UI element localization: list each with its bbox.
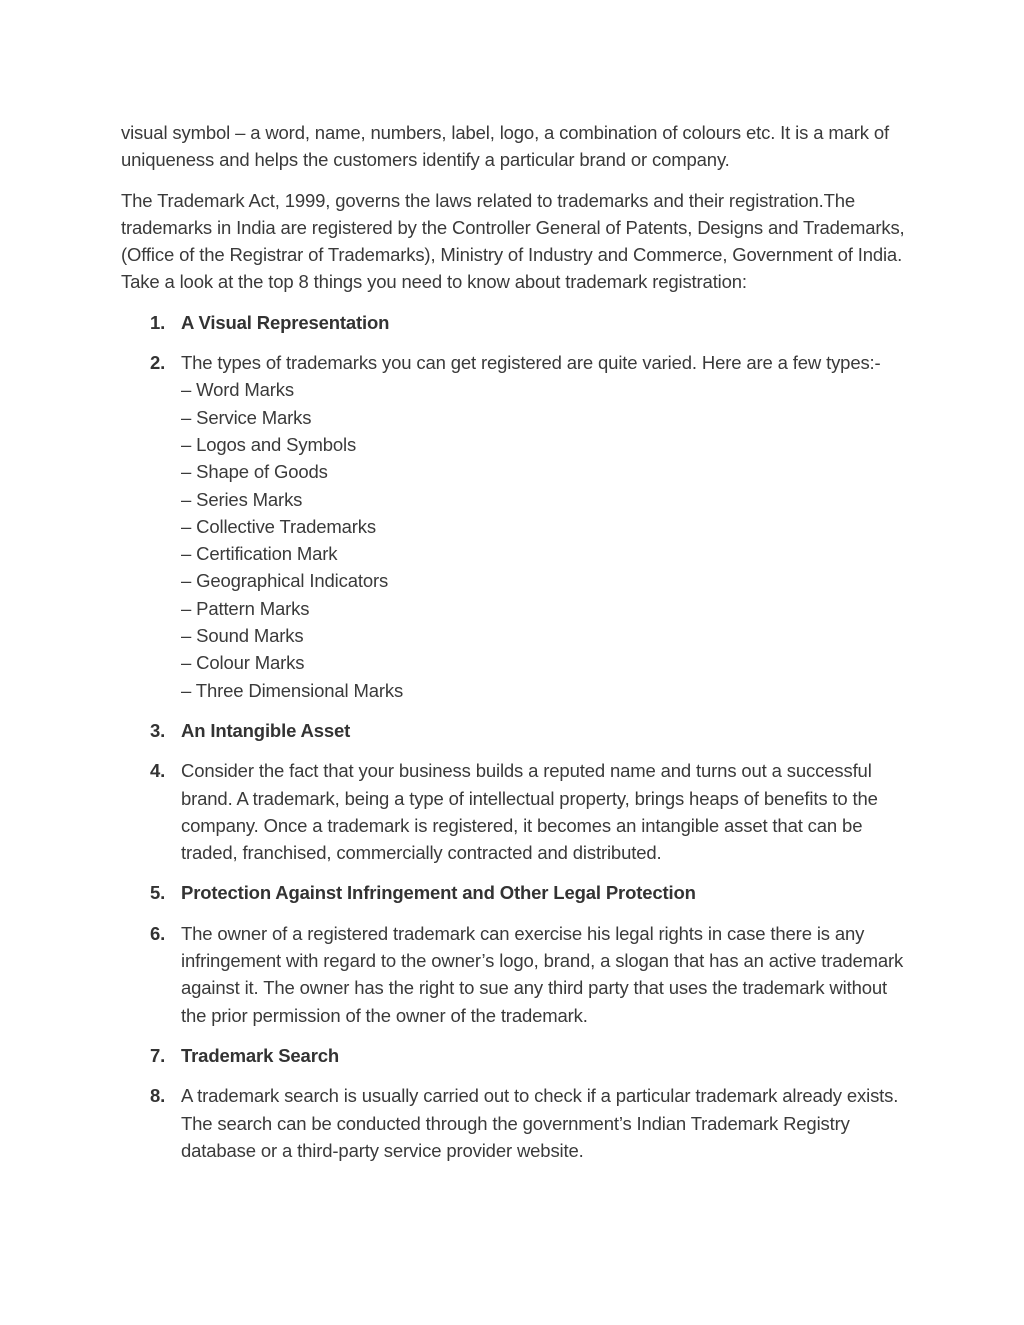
trademark-type: – Colour Marks bbox=[181, 652, 305, 674]
trademark-type: – Certification Mark bbox=[181, 543, 338, 565]
list-item bbox=[121, 1082, 911, 1164]
list-number: 8. bbox=[150, 1085, 166, 1107]
trademark-type: – Logos and Symbols bbox=[181, 433, 357, 455]
list-text: The owner of a registered trademark can exercise his legal rights in case there is any infringement with regard to the owner’s logo, brand, a slogan that has an active trademark against it. The owner has the right to sue any third party that uses the trademark without the prior permission of the owner of the trademark. bbox=[181, 922, 904, 1026]
list-heading: Protection Against Infringement and Other Legal Protection bbox=[181, 882, 696, 904]
document-page bbox=[121, 119, 911, 1177]
trademark-type: – Pattern Marks bbox=[181, 597, 310, 619]
list-item bbox=[121, 717, 911, 744]
trademark-type: – Service Marks bbox=[181, 406, 312, 428]
intro-paragraph: visual symbol – a word, name, numbers, label, logo, a combination of colours etc. It is a mark of uniqueness and helps the customers identify a particular brand or company. bbox=[121, 122, 889, 171]
act-paragraph: The Trademark Act, 1999, governs the laws related to trademarks and their registration.The trademarks in India are registered by the Controller General of Patents, Designs and Trademarks, (Office of the Registrar of Trademarks), Ministry of Industry and Commerce, Government of India. bbox=[121, 189, 905, 266]
list-item bbox=[121, 920, 911, 1029]
list-item bbox=[121, 879, 911, 906]
list-number: 7. bbox=[150, 1044, 166, 1066]
list-text: The types of trademarks you can get registered are quite varied. Here are a few types:- bbox=[181, 352, 881, 374]
list-number: 6. bbox=[150, 922, 166, 944]
trademark-type: – Shape of Goods bbox=[181, 461, 328, 483]
list-item bbox=[121, 349, 911, 704]
lead-in-paragraph: Take a look at the top 8 things you need to know about trademark registration: bbox=[121, 271, 747, 293]
list-item bbox=[121, 1042, 911, 1069]
trademark-type: – Geographical Indicators bbox=[181, 570, 389, 592]
trademark-type: – Collective Trademarks bbox=[181, 515, 376, 537]
list-heading: A Visual Representation bbox=[181, 311, 390, 333]
trademark-type: – Three Dimensional Marks bbox=[181, 679, 404, 701]
trademark-types-list bbox=[181, 376, 911, 704]
list-number: 2. bbox=[150, 352, 166, 374]
list-heading: Trademark Search bbox=[181, 1044, 340, 1066]
trademark-type: – Series Marks bbox=[181, 488, 303, 510]
list-number: 5. bbox=[150, 882, 166, 904]
list-text: Consider the fact that your business builds a reputed name and turns out a successful brand. A trademark, being a type of intellectual property, brings heaps of benefits to the company. Once a trademark is registered, it becomes an intangible asset that can be traded, franchised, commercially contracted and distributed. bbox=[181, 760, 878, 864]
list-item bbox=[121, 309, 911, 336]
numbered-list bbox=[121, 309, 911, 1164]
trademark-type: – Sound Marks bbox=[181, 625, 304, 647]
list-number: 4. bbox=[150, 760, 166, 782]
trademark-type: – Word Marks bbox=[181, 379, 294, 401]
list-number: 1. bbox=[150, 311, 166, 333]
list-item bbox=[121, 757, 911, 866]
list-heading: An Intangible Asset bbox=[181, 719, 351, 741]
list-text: A trademark search is usually carried out to check if a particular trademark already exists. The search can be conducted through the government’s Indian Trademark Registry database or a third-party service provider website. bbox=[181, 1085, 899, 1161]
list-number: 3. bbox=[150, 719, 166, 741]
